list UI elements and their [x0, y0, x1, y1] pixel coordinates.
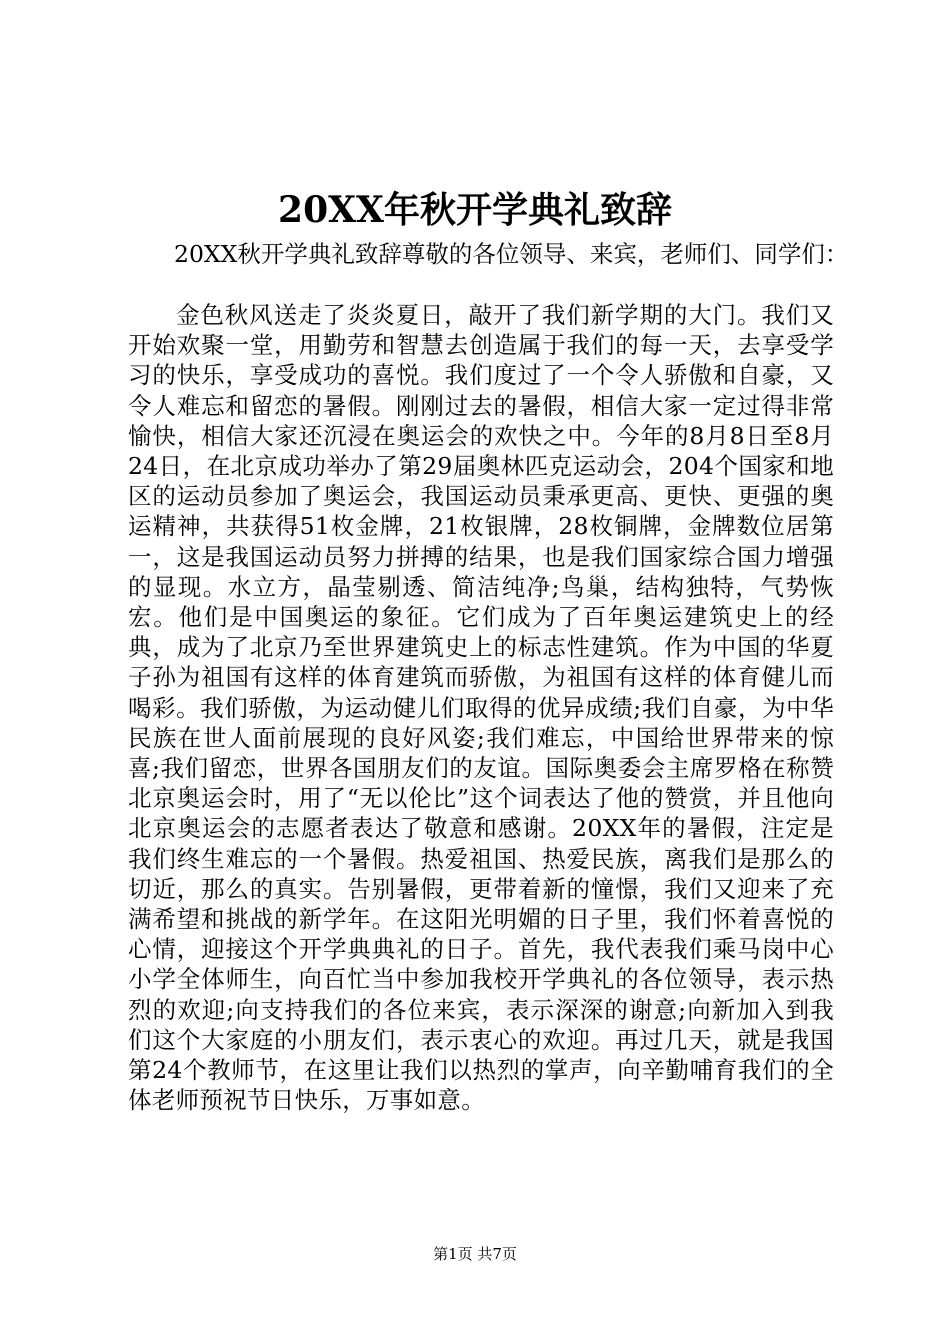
body-paragraph: 金色秋风送走了炎炎夏日，敲开了我们新学期的大门。我们又开始欢聚一堂，用勤劳和智慧去创造属于我们的每一天，去享受学习的快乐，享受成功的喜悦。我们度过了一个令人骄傲和自豪，又令人难忘和留恋的暑假。刚刚过去的暑假，相信大家一定过得非常愉快，相信大家还沉浸在奥运会的欢快之中。今年的8月8日至8月24日，在北京成功举办了第29届奥林匹克运动会，204个国家和地区的运动员参加了奥运会，我国运动员秉承更高、更快、更强的奥运精神，共获得51枚金牌，21枚银牌，28枚铜牌，金牌数位居第一，这是我国运动员努力拼搏的结果，也是我们国家综合国力增强的显现。水立方，晶莹剔透、简洁纯净;鸟巢，结构独特，气势恢宏。他们是中国奥运的象征。它们成为了百年奥运建筑史上的经典，成为了北京乃至世界建筑史上的标志性建筑。作为中国的华夏子孙为祖国有这样的体育建筑而骄傲，为祖国有这样的体育健儿而喝彩。我们骄傲，为运动健儿们取得的优异成绩;我们自豪，为中华民族在世人面前展现的良好风姿;我们难忘，中国给世界带来的惊喜;我们留恋，世界各国朋友们的友谊。国际奥委会主席罗格在称赞北京奥运会时，用了“无以伦比”这个词表达了他的赞赏，并且他向北京奥运会的志愿者表达了敬意和感谢。20XX年的暑假，注定是我们终生难忘的一个暑假。热爱祖国、热爱民族，离我们是那么的切近，那么的真实。告别暑假，更带着新的憧憬，我们又迎来了充满希望和挑战的新学年。在这阳光明媚的日子里，我们怀着喜悦的心情，迎接这个开学典典礼的日子。首先，我代表我们乘马岗中心小学全体师生，向百忙当中参加我校开学典礼的各位领导，表示热烈的欢迎;向支持我们的各位来宾，表示深深的谢意;向新加入到我们这个大家庭的小朋友们，表示衷心的欢迎。再过几天，就是我国第24个教师节，在这里让我们以热烈的掌声，向辛勤哺育我们的全体老师预祝节日快乐，万事如意。	[128, 301, 834, 1115]
document-title: 20XX年秋开学典礼致辞	[278, 189, 672, 231]
page-footer: 第1页 共7页	[433, 1245, 517, 1263]
salutation-paragraph: 20XX秋开学典礼致辞尊敬的各位领导、来宾，老师们、同学们：	[174, 240, 849, 268]
